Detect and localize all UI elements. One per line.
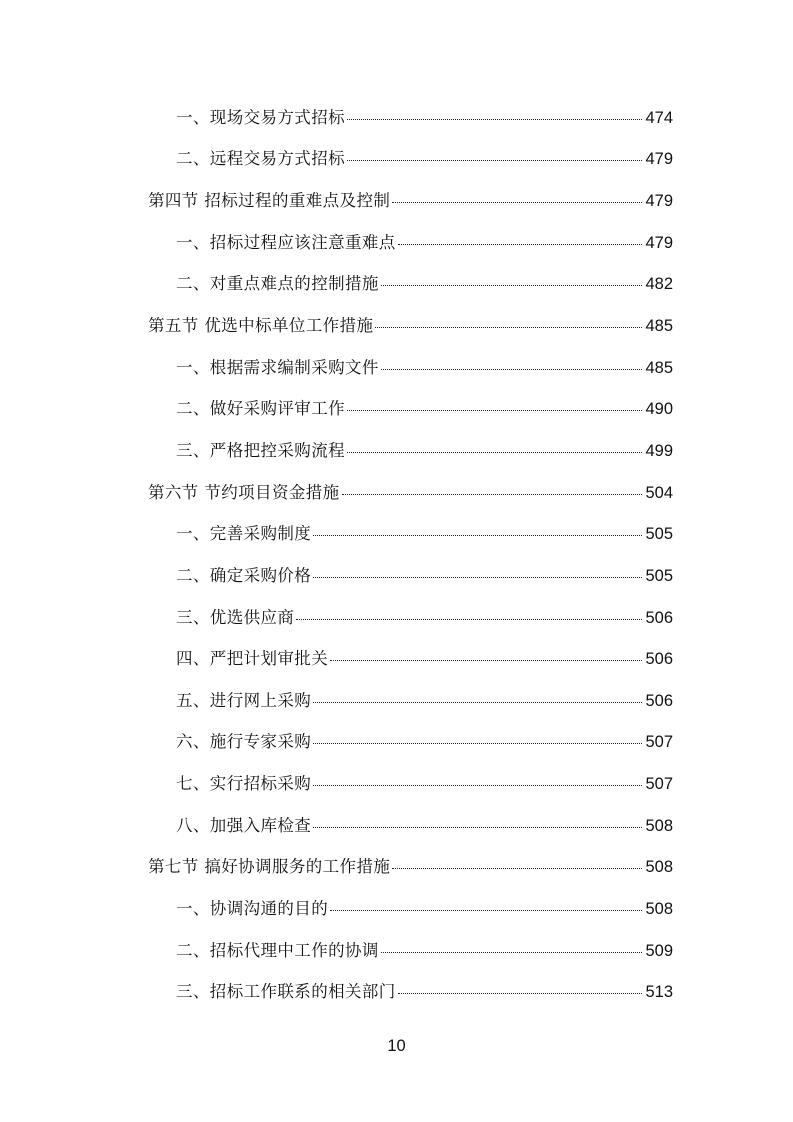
dot-leader [347, 160, 642, 161]
toc-entry-title: 一、协调沟通的目的 [176, 898, 329, 918]
dot-leader [296, 619, 642, 620]
toc-entry-title: 二、对重点难点的控制措施 [176, 274, 379, 294]
dot-leader [313, 702, 642, 703]
toc-entry-page: 507 [645, 733, 673, 752]
toc-section-entry[interactable] [0, 178, 793, 220]
toc-entry-title: 二、做好采购评审工作 [176, 399, 345, 419]
page-number: 10 [387, 1037, 406, 1055]
toc-entry[interactable] [0, 803, 793, 845]
toc-entry-title: 二、远程交易方式招标 [176, 149, 345, 169]
toc-entry[interactable] [0, 428, 793, 470]
toc-entry[interactable] [0, 595, 793, 637]
toc-entry[interactable] [0, 928, 793, 970]
toc-entry-page: 506 [645, 650, 673, 669]
dot-leader [392, 202, 642, 203]
toc-entry-page: 504 [645, 483, 673, 502]
toc-entry-title: 三、优选供应商 [176, 607, 295, 627]
toc-entry[interactable] [0, 345, 793, 387]
dot-leader [381, 369, 643, 370]
dot-leader [342, 494, 643, 495]
dot-leader [381, 952, 643, 953]
toc-entry-page: 474 [645, 108, 673, 127]
toc-entry-page: 508 [645, 816, 673, 835]
toc-entry[interactable] [0, 886, 793, 928]
dot-leader [313, 577, 642, 578]
toc-entry-page: 499 [645, 441, 673, 460]
toc-entry-title: 第四节 招标过程的重难点及控制 [148, 191, 391, 211]
toc-section-entry[interactable] [0, 470, 793, 512]
dot-leader [313, 535, 642, 536]
toc-section-entry[interactable] [0, 303, 793, 345]
table-of-contents [0, 95, 793, 1011]
toc-entry-page: 507 [645, 775, 673, 794]
dot-leader [381, 285, 643, 286]
dot-leader [330, 660, 642, 661]
toc-entry-page: 482 [645, 275, 673, 294]
toc-entry-title: 第七节 搞好协调服务的工作措施 [148, 857, 391, 877]
toc-entry[interactable] [0, 720, 793, 762]
dot-leader [313, 785, 642, 786]
toc-entry-title: 三、严格把控采购流程 [176, 440, 345, 460]
toc-entry-page: 508 [645, 899, 673, 918]
toc-entry-title: 四、严把计划审批关 [176, 649, 329, 669]
dot-leader [330, 910, 642, 911]
toc-entry-title: 第六节 节约项目资金措施 [148, 482, 340, 502]
toc-entry[interactable] [0, 386, 793, 428]
dot-leader [398, 244, 643, 245]
dot-leader [347, 410, 642, 411]
toc-entry-page: 479 [645, 233, 673, 252]
toc-entry-page: 485 [645, 317, 673, 336]
toc-entry[interactable] [0, 511, 793, 553]
dot-leader [392, 868, 642, 869]
toc-entry-title: 一、招标过程应该注意重难点 [176, 232, 396, 252]
toc-entry-page: 490 [645, 400, 673, 419]
toc-entry[interactable] [0, 220, 793, 262]
dot-leader [347, 452, 642, 453]
toc-entry[interactable] [0, 969, 793, 1011]
toc-entry[interactable] [0, 553, 793, 595]
toc-entry[interactable] [0, 761, 793, 803]
toc-entry[interactable] [0, 262, 793, 304]
toc-entry-page: 508 [645, 858, 673, 877]
toc-entry-title: 七、实行招标采购 [176, 774, 312, 794]
toc-entry-title: 二、确定采购价格 [176, 565, 312, 585]
dot-leader [375, 327, 642, 328]
toc-entry-page: 506 [645, 691, 673, 710]
dot-leader [313, 827, 642, 828]
toc-entry-page: 505 [645, 566, 673, 585]
toc-entry-title: 二、招标代理中工作的协调 [176, 940, 379, 960]
toc-entry-page: 506 [645, 608, 673, 627]
toc-entry[interactable] [0, 636, 793, 678]
toc-entry-title: 一、现场交易方式招标 [176, 107, 345, 127]
toc-entry-title: 一、完善采购制度 [176, 524, 312, 544]
toc-entry-title: 六、施行专家采购 [176, 732, 312, 752]
toc-entry-page: 479 [645, 150, 673, 169]
toc-entry-page: 513 [645, 983, 673, 1002]
toc-entry-page: 505 [645, 525, 673, 544]
toc-section-entry[interactable] [0, 845, 793, 887]
toc-entry[interactable] [0, 137, 793, 179]
dot-leader [313, 743, 642, 744]
toc-entry-title: 五、进行网上采购 [176, 690, 312, 710]
toc-entry-title: 一、根据需求编制采购文件 [176, 357, 379, 377]
toc-entry-page: 509 [645, 941, 673, 960]
toc-entry-page: 485 [645, 358, 673, 377]
toc-entry-page: 479 [645, 192, 673, 211]
toc-entry[interactable] [0, 678, 793, 720]
toc-entry-title: 八、加强入库检查 [176, 815, 312, 835]
toc-entry-title: 三、招标工作联系的相关部门 [176, 982, 396, 1002]
dot-leader [398, 993, 643, 994]
toc-entry[interactable] [0, 95, 793, 137]
toc-entry-title: 第五节 优选中标单位工作措施 [148, 316, 374, 336]
dot-leader [347, 119, 642, 120]
